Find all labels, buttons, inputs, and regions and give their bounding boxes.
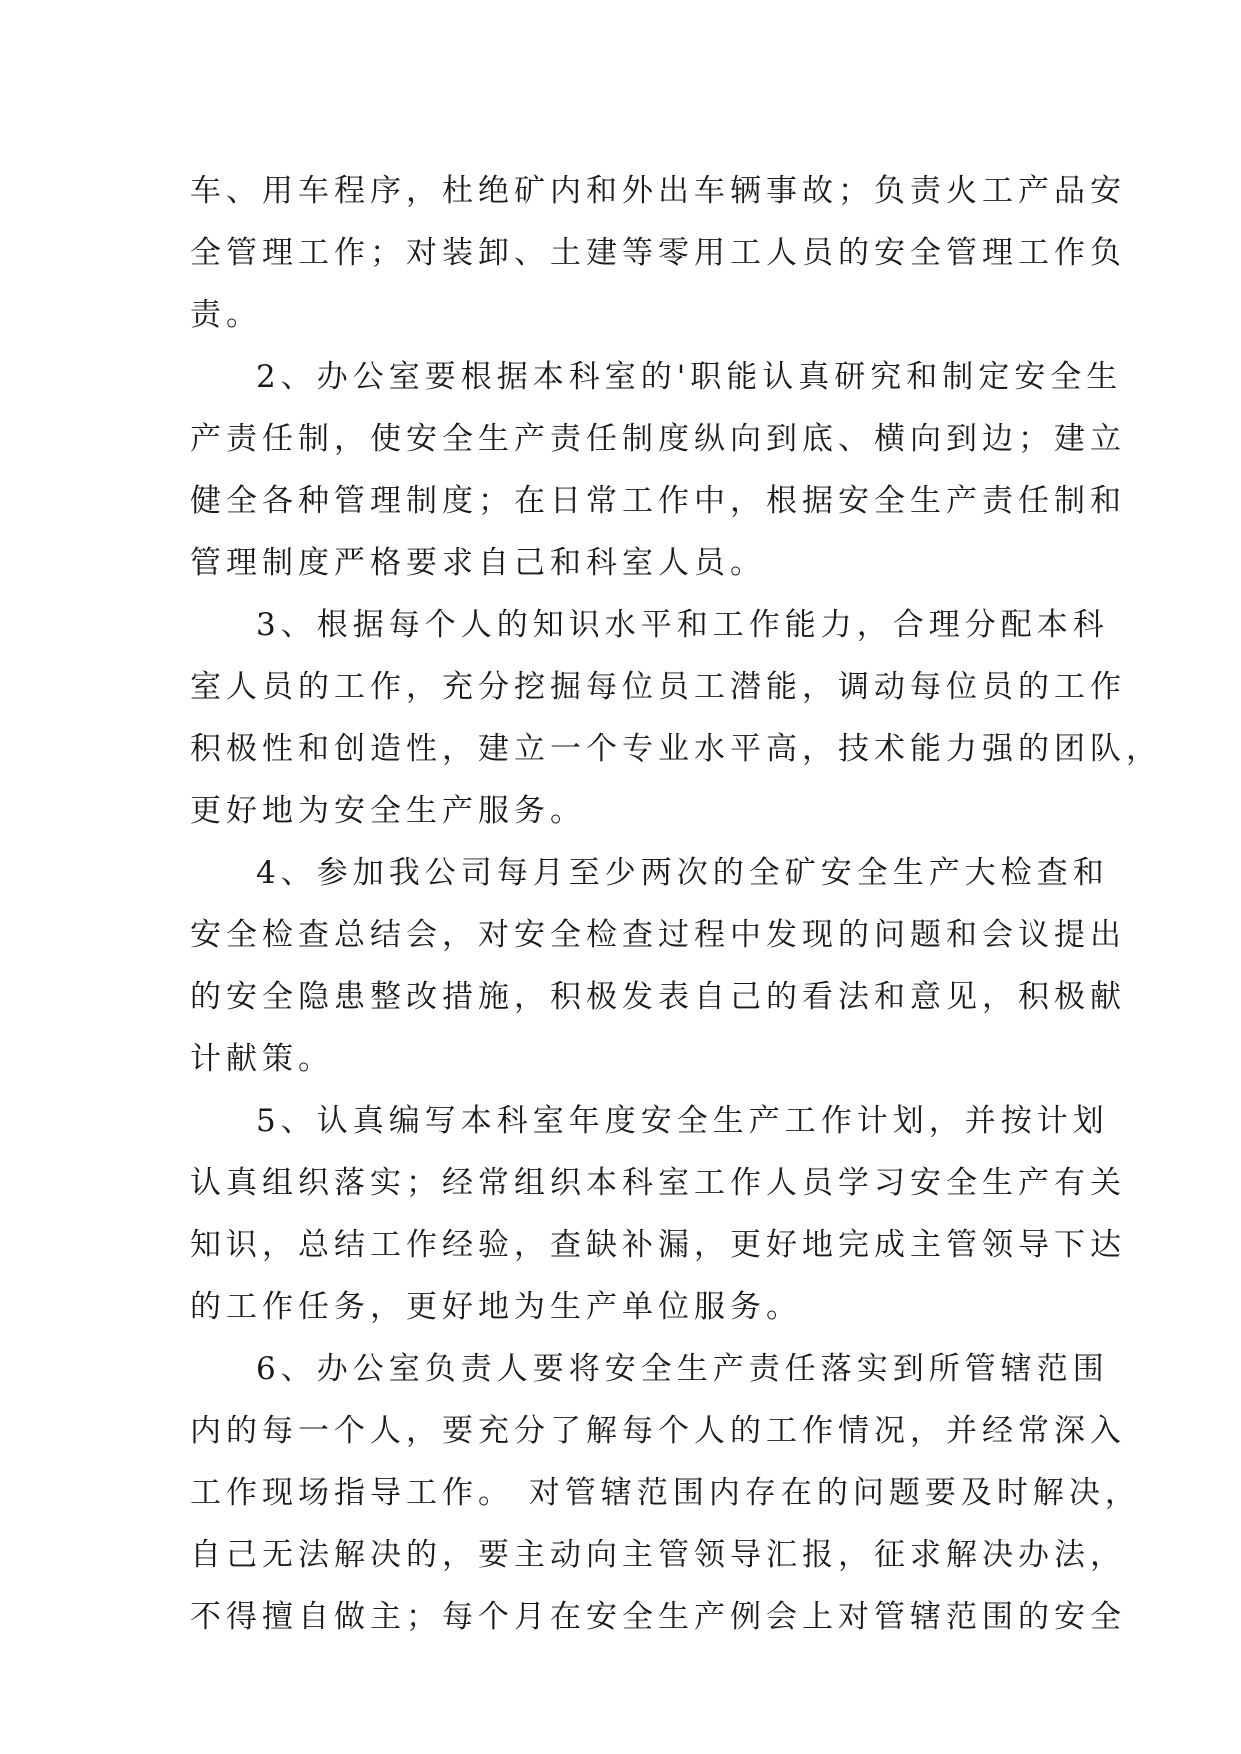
text-line: 不得擅自做主；每个月在安全生产例会上对管辖范围的安全 bbox=[190, 1599, 1126, 1635]
text-line: 自己无法解决的，要主动向主管领导汇报，征求解决办法， bbox=[190, 1537, 1126, 1573]
paragraph-start-line: 5、认真编写本科室年度安全生产工作计划，并按计划 bbox=[256, 1103, 1109, 1139]
text-line: 的安全隐患整改措施，积极发表自己的看法和意见，积极献 bbox=[190, 979, 1126, 1015]
text-line: 内的每一个人，要充分了解每个人的工作情况，并经常深入 bbox=[190, 1413, 1126, 1449]
text-line: 认真组织落实；经常组织本科室工作人员学习安全生产有关 bbox=[190, 1165, 1126, 1201]
document-body bbox=[190, 160, 1162, 1648]
text-line: 积极性和创造性，建立一个专业水平高，技术能力强的团队， bbox=[190, 731, 1162, 767]
text-line: 责。 bbox=[190, 297, 262, 333]
text-line: 的工作任务，更好地为生产单位服务。 bbox=[190, 1289, 802, 1325]
text-line: 全管理工作；对装卸、土建等零用工人员的安全管理工作负 bbox=[190, 235, 1126, 271]
paragraph-start-line: 2、办公室要根据本科室的'职能认真研究和制定安全生 bbox=[256, 359, 1123, 395]
text-line: 计献策。 bbox=[190, 1041, 334, 1077]
paragraph-start-line: 4、参加我公司每月至少两次的全矿安全生产大检查和 bbox=[256, 855, 1109, 891]
text-line: 室人员的工作，充分挖掘每位员工潜能，调动每位员的工作 bbox=[190, 669, 1126, 705]
text-line: 管理制度严格要求自己和科室人员。 bbox=[190, 545, 766, 581]
text-line: 健全各种管理制度；在日常工作中，根据安全生产责任制和 bbox=[190, 483, 1126, 519]
text-line: 车、用车程序，杜绝矿内和外出车辆事故；负责火工产品安 bbox=[190, 173, 1126, 209]
text-line: 知识，总结工作经验，查缺补漏，更好地完成主管领导下达 bbox=[190, 1227, 1126, 1263]
paragraph-start-line: 6、办公室负责人要将安全生产责任落实到所管辖范围 bbox=[256, 1351, 1109, 1387]
text-line: 安全检查总结会，对安全检查过程中发现的问题和会议提出 bbox=[190, 917, 1126, 953]
text-line: 产责任制，使安全生产责任制度纵向到底、横向到边；建立 bbox=[190, 421, 1126, 457]
text-line: 更好地为安全生产服务。 bbox=[190, 793, 586, 829]
paragraph-start-line: 3、根据每个人的知识水平和工作能力，合理分配本科 bbox=[256, 607, 1109, 643]
text-line: 工作现场指导工作。 对管辖范围内存在的问题要及时解决， bbox=[190, 1475, 1141, 1511]
